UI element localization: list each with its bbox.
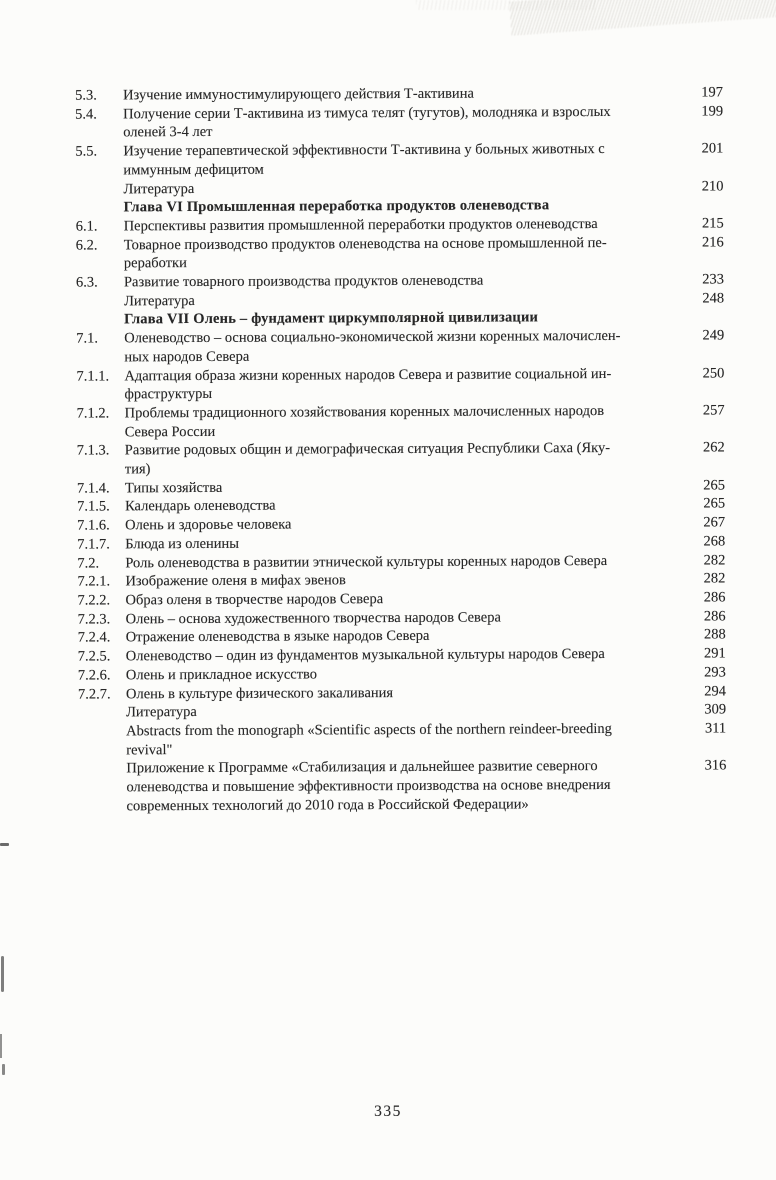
entry-number: 5.3. <box>75 87 97 104</box>
entry-number: 7.2.7. <box>77 685 111 703</box>
entry-page: 291 <box>703 645 726 662</box>
entry-page: 268 <box>703 533 726 550</box>
entry-title: Образ оленя в творчестве народов Севера <box>125 591 384 609</box>
entry-number <box>78 760 126 816</box>
entry-title: Оленеводство – основа социально-экономической жизни коренных малочислен- ных народов Севера <box>124 328 621 366</box>
entry-number: 7.1.2. <box>76 405 110 422</box>
entry-page: 267 <box>703 514 726 531</box>
entry-number <box>75 180 123 199</box>
entry-page: 311 <box>704 720 727 737</box>
page-number: 335 <box>374 1103 402 1120</box>
entry-page: 262 <box>702 439 725 456</box>
entry-number: 6.2. <box>75 237 98 254</box>
entry-title: Олень в культуре физического закаливания <box>125 684 394 702</box>
entry-page: 265 <box>703 477 725 494</box>
entry-title: Календарь оленеводства <box>125 498 276 515</box>
entry-title: Роль оленеводства в развитии этнической культуры коренных народов Севера <box>125 552 608 571</box>
entry-number: 7.2.2. <box>77 592 111 609</box>
entry-number: 7.2. <box>77 555 100 572</box>
toc-entry <box>75 140 723 181</box>
entry-number: 7.1.3. <box>76 442 110 459</box>
scan-artifact-top-smudge <box>416 0 596 10</box>
scan-artifact-edge-mark <box>0 1034 2 1058</box>
entry-number: 7.1.4. <box>76 480 110 497</box>
entry-number: 5.4. <box>75 106 97 123</box>
entry-title: Глава VI Промышленная переработка продуктов оленеводства <box>123 197 550 216</box>
entry-page: 286 <box>703 589 726 606</box>
entry-title: Отражение оленеводства в языке народов Севера <box>125 628 430 646</box>
entry-title: Товарное производство продуктов оленеводства на основе промышленной пе- реработки <box>123 234 607 272</box>
entry-title: Развитие товарного производства продуктов оленеводства <box>123 272 484 291</box>
entry-title: Оленеводство – один из фундаментов музыкальной культуры народов Севера <box>125 646 605 665</box>
entry-page <box>672 308 724 327</box>
entry-number <box>78 722 126 760</box>
entry-page: 249 <box>702 327 725 344</box>
entry-page: 216 <box>701 234 724 251</box>
entry-number: 7.1.5. <box>77 498 110 516</box>
entry-page: 282 <box>703 570 726 587</box>
entry-title: Получение серии Т-активина из тимуса телят (тугутов), молодняка и взрослых оленей 3-4 лет <box>123 103 611 141</box>
toc-entry <box>77 439 725 480</box>
entry-page: 250 <box>702 364 725 382</box>
entry-number: 7.1. <box>76 330 99 347</box>
entry-page: 294 <box>704 682 727 700</box>
entry-number: 7.2.5. <box>77 648 111 665</box>
entry-title: Глава VII Олень – фундамент циркумполярной цивилизации <box>124 309 539 328</box>
entry-page: 282 <box>703 551 726 569</box>
entry-page: 293 <box>704 664 726 681</box>
toc-entry <box>78 757 726 816</box>
entry-number <box>76 292 124 311</box>
entry-title: Олень и здоровье человека <box>125 516 292 534</box>
entry-number: 6.3. <box>75 274 98 291</box>
entry-number: 7.1.7. <box>77 536 110 553</box>
scan-artifact-edge-mark <box>0 843 9 846</box>
entry-number: 7.2.6. <box>77 667 111 684</box>
entry-page: 309 <box>704 701 727 718</box>
toc-entry <box>78 719 726 760</box>
entry-number: 7.2.1. <box>77 573 111 590</box>
entry-title: Изучение терапевтической эффективности Т-активина у больных животных с иммунным дефицитом <box>123 141 605 179</box>
entry-page: 265 <box>703 495 726 512</box>
entry-number: 7.1.1. <box>76 367 110 385</box>
entry-number: 7.1.6. <box>77 517 110 534</box>
toc-entry <box>75 102 723 143</box>
toc-list <box>75 83 727 816</box>
entry-number: 5.5. <box>75 143 98 160</box>
entry-number: 7.2.4. <box>77 629 111 646</box>
entry-number: 6.1. <box>75 218 98 235</box>
entry-number <box>76 199 124 218</box>
entry-page: 257 <box>702 402 725 419</box>
entry-page: 288 <box>703 626 726 643</box>
entry-title: Литература <box>124 292 195 310</box>
entry-title: Адаптация образа жизни коренных народов Севера и развитие социальной ин- фраструктуры <box>124 365 612 403</box>
entry-title: Олень и прикладное искусство <box>125 666 318 684</box>
entry-page <box>672 196 724 215</box>
entry-number: 7.2.3. <box>77 611 111 628</box>
entry-page: 201 <box>701 140 724 157</box>
entry-title: Изображение оленя в мифах эвенов <box>125 572 346 590</box>
entry-title: Перспективы развития промышленной переработки продуктов оленеводства <box>123 215 598 235</box>
entry-title: Abstracts from the monograph «Scientific aspects of the northern reindeer-breeding revival" <box>126 720 612 758</box>
scan-artifact-edge-mark <box>2 1064 5 1075</box>
entry-title: Литература <box>123 180 195 197</box>
entry-title: Типы хозяйства <box>124 479 223 497</box>
entry-number <box>76 311 124 330</box>
entry-page: 248 <box>702 290 725 307</box>
entry-page: 286 <box>703 608 726 625</box>
scan-artifact-edge-mark <box>1 956 4 992</box>
entry-title: Олень – основа художественного творчества народов Севера <box>125 609 501 628</box>
entry-title: Развитие родовых общин и демографическая ситуация Республики Саха (Яку- тия) <box>124 440 611 478</box>
entry-page: 199 <box>701 103 724 120</box>
entry-number <box>78 704 126 723</box>
entry-title: Приложение к Программе «Стабилизация и дальнейшее развитие северного оленеводства и повышение эффективности производства на основе внедрения современных технологий до 2010 года в Российской Федерации» <box>126 758 611 815</box>
toc-entry <box>76 364 724 405</box>
toc-entry <box>77 401 725 442</box>
entry-page: 233 <box>702 271 724 288</box>
entry-page: 215 <box>701 215 724 232</box>
toc-entry <box>76 233 724 274</box>
entry-page: 210 <box>701 177 724 195</box>
entry-title: Проблемы традиционного хозяйствования коренных малочисленных народов Севера России <box>124 402 605 441</box>
toc-entry <box>76 327 724 368</box>
entry-title: Литература <box>126 704 197 721</box>
entry-page: 316 <box>704 757 727 774</box>
entry-title: Блюда из оленины <box>125 535 240 553</box>
entry-title: Изучение иммуностимулирующего действия Т-активина <box>123 85 474 104</box>
entry-page: 197 <box>701 84 724 101</box>
